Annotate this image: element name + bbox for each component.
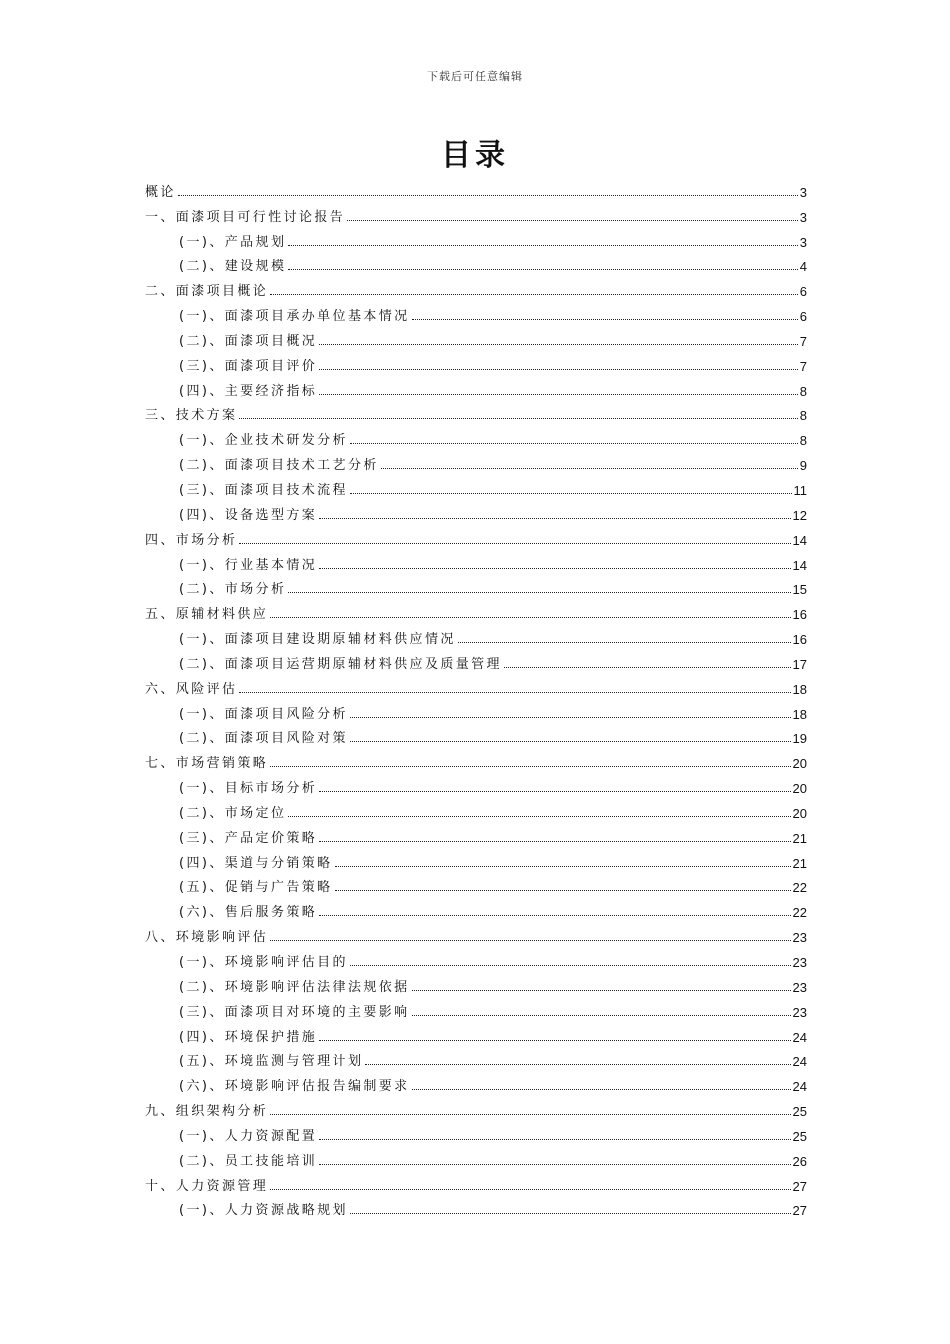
- toc-entry[interactable]: [145, 1044, 807, 1069]
- toc-entry[interactable]: [145, 1118, 807, 1143]
- toc-entry-title: 七、市场营销策略: [145, 756, 269, 772]
- toc-entry-page: 6: [799, 309, 807, 325]
- header-note: 下载后可任意编辑: [427, 70, 523, 83]
- toc-entry-title: (二)、面漆项目概况: [179, 333, 318, 349]
- toc-entry-title: (一)、目标市场分析: [179, 781, 318, 797]
- toc-entry-page: 22: [792, 905, 807, 921]
- toc-entry[interactable]: [145, 919, 807, 944]
- toc-entry[interactable]: [145, 273, 807, 298]
- toc-entry-page: 8: [799, 408, 807, 424]
- toc-entry-page: 17: [792, 656, 807, 672]
- dot-leader: [350, 717, 791, 718]
- dot-leader: [412, 319, 798, 320]
- toc-entry-title: (二)、面漆项目技术工艺分析: [179, 458, 379, 474]
- toc-entry[interactable]: [145, 621, 807, 646]
- dot-leader: [319, 394, 798, 395]
- toc-entry-page: 16: [792, 632, 807, 648]
- dot-leader: [381, 468, 798, 469]
- toc-entry-page: 26: [792, 1153, 807, 1169]
- toc-entry[interactable]: [145, 447, 807, 472]
- dot-leader: [270, 1114, 790, 1115]
- dot-leader: [319, 369, 798, 370]
- toc-entry-title: (二)、环境影响评估法律法规依据: [179, 979, 410, 995]
- toc-entry-title: (四)、渠道与分销策略: [179, 855, 333, 871]
- toc-entry-title: (四)、主要经济指标: [179, 383, 318, 399]
- toc-entry-title: (一)、企业技术研发分析: [179, 433, 348, 449]
- dot-leader: [319, 915, 790, 916]
- toc-entry-page: 18: [792, 706, 807, 722]
- toc-entry-page: 3: [799, 184, 807, 200]
- toc-entry-page: 7: [799, 333, 807, 349]
- toc-entry-title: (六)、售后服务策略: [179, 905, 318, 921]
- dot-leader: [319, 1139, 790, 1140]
- toc-entry[interactable]: [145, 1143, 807, 1168]
- dot-leader: [239, 543, 790, 544]
- toc-entry-title: (二)、面漆项目风险对策: [179, 731, 348, 747]
- dot-leader: [319, 568, 790, 569]
- toc-entry-page: 4: [799, 259, 807, 275]
- toc-entry-page: 7: [799, 358, 807, 374]
- dot-leader: [319, 791, 790, 792]
- toc-entry-title: (一)、面漆项目建设期原辅材料供应情况: [179, 632, 456, 648]
- toc-entry[interactable]: [145, 721, 807, 746]
- dot-leader: [335, 890, 791, 891]
- toc-entry-title: 概论: [145, 184, 176, 200]
- dot-leader: [178, 195, 798, 196]
- toc-entry-title: (二)、市场定位: [179, 805, 287, 821]
- toc-entry-page: 6: [799, 284, 807, 300]
- toc-entry-title: (二)、面漆项目运营期原辅材料供应及质量管理: [179, 656, 502, 672]
- toc-entry-page: 3: [799, 234, 807, 250]
- toc-entry-page: 27: [792, 1178, 807, 1194]
- dot-leader: [350, 1213, 791, 1214]
- toc-entry-page: 20: [792, 756, 807, 772]
- toc-entry[interactable]: [145, 870, 807, 895]
- toc-entry-page: 21: [792, 830, 807, 846]
- dot-leader: [319, 841, 790, 842]
- toc-entry-title: 九、组织架构分析: [145, 1104, 269, 1120]
- dot-leader: [412, 990, 791, 991]
- toc-entry-title: (四)、设备选型方案: [179, 507, 318, 523]
- toc-entry[interactable]: [145, 1193, 807, 1218]
- toc-entry-title: (四)、环境保护措施: [179, 1029, 318, 1045]
- toc-entry-page: 8: [799, 433, 807, 449]
- dot-leader: [270, 617, 790, 618]
- toc-entry[interactable]: [145, 398, 807, 423]
- dot-leader: [270, 766, 790, 767]
- toc-entry-title: (一)、面漆项目风险分析: [179, 706, 348, 722]
- toc-entry[interactable]: [145, 224, 807, 249]
- dot-leader: [319, 1040, 790, 1041]
- dot-leader: [350, 965, 791, 966]
- toc-entry[interactable]: [145, 795, 807, 820]
- toc-entry-page: 15: [792, 582, 807, 598]
- toc-entry-page: 23: [792, 955, 807, 970]
- toc-entry-title: (三)、面漆项目技术流程: [179, 482, 348, 498]
- dot-leader: [239, 418, 797, 419]
- dot-leader: [350, 741, 791, 742]
- toc-title: 目录: [441, 138, 509, 173]
- toc-entry[interactable]: [145, 696, 807, 721]
- dot-leader: [350, 493, 792, 494]
- toc-entry[interactable]: [145, 1068, 807, 1093]
- dot-leader: [412, 1089, 791, 1090]
- dot-leader: [288, 245, 797, 246]
- toc-entry-title: (三)、面漆项目评价: [179, 358, 318, 374]
- toc-entry-title: (二)、建设规模: [179, 259, 287, 275]
- toc-entry-title: (一)、人力资源战略规划: [179, 1203, 348, 1219]
- toc-entry-page: 20: [792, 805, 807, 821]
- toc-entry-title: (一)、人力资源配置: [179, 1128, 318, 1144]
- dot-leader: [319, 518, 790, 519]
- dot-leader: [270, 1189, 790, 1190]
- toc-entry-page: 22: [792, 880, 807, 896]
- toc-entry-title: 一、面漆项目可行性讨论报告: [145, 209, 346, 225]
- dot-leader: [319, 344, 798, 345]
- toc-entry-title: (二)、市场分析: [179, 582, 287, 598]
- toc-entry-page: 25: [792, 1104, 807, 1120]
- toc-entry-page: 11: [793, 482, 807, 498]
- toc-entry-title: 三、技术方案: [145, 408, 238, 424]
- dot-leader: [319, 1164, 790, 1165]
- toc-entry[interactable]: [145, 422, 807, 447]
- toc-entry-page: 16: [792, 607, 807, 623]
- dot-leader: [412, 1015, 791, 1016]
- toc-entry-page: 9: [799, 458, 807, 474]
- toc-entry-title: 十、人力资源管理: [145, 1178, 269, 1194]
- dot-leader: [270, 940, 790, 941]
- dot-leader: [270, 294, 798, 295]
- toc-entry[interactable]: [145, 249, 807, 274]
- toc-entry-title: (三)、产品定价策略: [179, 830, 318, 846]
- dot-leader: [288, 816, 790, 817]
- toc-entry[interactable]: [145, 298, 807, 323]
- toc-entry[interactable]: [145, 994, 807, 1019]
- toc-entry[interactable]: [145, 1019, 807, 1044]
- dot-leader: [458, 642, 791, 643]
- toc-entry[interactable]: [145, 820, 807, 845]
- toc-entry-page: 18: [792, 681, 807, 697]
- toc-entry-page: 24: [792, 1079, 807, 1095]
- toc-entry-page: 24: [792, 1054, 807, 1070]
- dot-leader: [288, 592, 790, 593]
- toc-entry[interactable]: [145, 944, 807, 969]
- toc-entry-title: (五)、环境监测与管理计划: [179, 1054, 364, 1070]
- toc-entry[interactable]: [145, 596, 807, 621]
- toc-entry-page: 20: [792, 781, 807, 797]
- dot-leader: [504, 667, 791, 668]
- toc-entry-title: 六、风险评估: [145, 681, 238, 697]
- table-of-contents: [145, 174, 807, 1217]
- toc-entry-title: 二、面漆项目概论: [145, 284, 269, 300]
- toc-entry-page: 14: [792, 532, 807, 548]
- toc-entry-title: (五)、促销与广告策略: [179, 880, 333, 896]
- toc-entry-page: 8: [799, 383, 807, 399]
- toc-entry[interactable]: [145, 497, 807, 522]
- toc-entry-title: (三)、面漆项目对环境的主要影响: [179, 1004, 410, 1020]
- toc-entry-page: 23: [792, 979, 807, 995]
- dot-leader: [335, 866, 791, 867]
- toc-entry[interactable]: [145, 1093, 807, 1118]
- toc-entry[interactable]: [145, 572, 807, 597]
- dot-leader: [365, 1064, 790, 1065]
- toc-entry-page: 25: [792, 1128, 807, 1144]
- toc-entry-title: (六)、环境影响评估报告编制要求: [179, 1079, 410, 1095]
- toc-entry-page: 23: [792, 1004, 807, 1020]
- toc-entry[interactable]: [145, 969, 807, 994]
- toc-entry-page: 3: [799, 209, 807, 225]
- toc-entry[interactable]: [145, 547, 807, 572]
- toc-entry[interactable]: [145, 646, 807, 671]
- toc-entry[interactable]: [145, 894, 807, 919]
- toc-entry-title: 四、市场分析: [145, 532, 238, 548]
- toc-entry-title: (一)、环境影响评估目的: [179, 955, 348, 970]
- toc-entry[interactable]: [145, 745, 807, 770]
- toc-entry-page: 24: [792, 1029, 807, 1045]
- toc-entry-page: 19: [792, 731, 807, 747]
- toc-entry[interactable]: [145, 522, 807, 547]
- toc-entry-page: 27: [792, 1203, 807, 1219]
- toc-entry[interactable]: [145, 323, 807, 348]
- toc-entry[interactable]: [145, 348, 807, 373]
- toc-entry[interactable]: [145, 1168, 807, 1193]
- toc-entry[interactable]: [145, 472, 807, 497]
- toc-entry[interactable]: [145, 671, 807, 696]
- toc-entry-title: (一)、行业基本情况: [179, 557, 318, 573]
- dot-leader: [347, 220, 798, 221]
- toc-entry-title: (二)、员工技能培训: [179, 1153, 318, 1169]
- toc-entry-title: (一)、产品规划: [179, 234, 287, 250]
- toc-entry[interactable]: [145, 373, 807, 398]
- dot-leader: [350, 443, 798, 444]
- toc-entry-title: 五、原辅材料供应: [145, 607, 269, 623]
- dot-leader: [239, 692, 790, 693]
- toc-entry[interactable]: [145, 770, 807, 795]
- toc-entry-page: 14: [792, 557, 807, 573]
- toc-entry[interactable]: [145, 845, 807, 870]
- toc-entry-page: 23: [792, 930, 807, 946]
- dot-leader: [288, 269, 797, 270]
- toc-entry-title: 八、环境影响评估: [145, 930, 269, 946]
- toc-entry-page: 21: [792, 855, 807, 871]
- toc-entry[interactable]: [145, 199, 807, 224]
- toc-entry-title: (一)、面漆项目承办单位基本情况: [179, 309, 410, 325]
- toc-entry[interactable]: [145, 174, 807, 199]
- toc-entry-page: 12: [792, 507, 807, 523]
